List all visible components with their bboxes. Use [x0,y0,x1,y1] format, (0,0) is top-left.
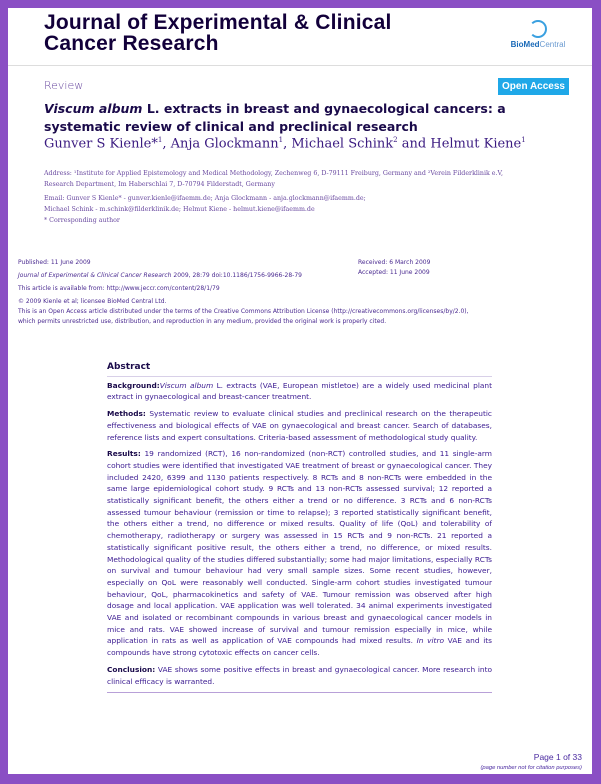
citation-journal: Journal of Experimental & Clinical Cancer Research [18,272,172,279]
page-number: Page 1 of 33 [533,752,582,762]
section-label: Background: [107,380,160,390]
logo-text-bold: BioMed [510,40,540,49]
abstract-divider [107,692,492,693]
journal-title-line2: Cancer Research [44,32,219,55]
italic-term: Viscum album [159,380,214,390]
license-line: which permits unrestricted use, distribution, and reproduction in any medium, provided the original work is properly cited. [18,318,387,325]
copyright: © 2009 Kienle et al; licensee BioMed Central Ltd. [18,298,167,305]
author-affiliation: 2 [393,136,398,144]
author-separator: and [397,136,431,152]
published-date: Published: 11 June 2009 [18,259,91,266]
received-date: Received: 6 March 2009 [358,259,431,266]
author-list [44,136,526,151]
abstract-methods [107,408,492,443]
section-label: Methods: [107,409,146,419]
author-affiliation: 1 [157,136,163,144]
abstract-conclusion [107,664,492,687]
document-page [8,8,592,774]
author-name: Gunver S Kienle* [44,136,158,152]
logo-ring-icon [529,20,547,38]
address-line: Address: ¹Institute for Applied Epistemology and Medical Methodology, Zechenweg 6, D-79111 Freiburg, Germany and ²Verein Filderklinik e.V, [44,170,503,177]
header-divider [8,65,592,66]
biomed-central-logo [488,20,588,49]
logo-text-light: Central [539,40,566,49]
journal-title-line1: Journal of Experimental & Clinical [44,11,392,34]
license-line: This is an Open Access article distributed under the terms of the Creative Commons Attribution License (http://creativecommons.org/licenses/by/2.0), [18,308,469,315]
section-label: Results: [107,449,141,459]
email-line: Email: Gunver S Kienle* - gunver.kienle@ifaemm.de; Anja Glockmann - anja.glockmann@ifaemm.de; [44,195,366,202]
author-name: Helmut Kiene [430,136,522,152]
journal-title [44,12,392,54]
author-affiliation: 1 [278,136,284,144]
received-accepted [358,258,430,278]
author-name: Anja Glockmann [170,136,279,152]
title-rest: L. extracts in breast and gynaecological cancers: a systematic review of clinical and preclinical research [44,101,506,134]
section-text: L. extracts (VAE, European mistletoe) are a widely used medicinal plant extract in gynaecological and breast-cancer treatment. [107,380,492,402]
abstract-section [107,362,492,692]
italic-term: In vitro [416,636,445,646]
section-label: Conclusion: [107,664,156,674]
open-access-badge: Open Access [498,78,569,95]
section-text: VAE shows some positive effects in breast and gynaecological cancer. More research into clinical efficacy is warranted. [107,664,492,686]
address-line: Research Department, Im Haberschlai 7, D-70794 Filderstadt, Germany [44,181,275,188]
email-line: Michael Schink - m.schink@filderklinik.de; Helmut Kiene - helmut.kiene@ifaemm.de [44,206,315,213]
section-text: VAE and its compounds have strong cytotoxic effects on cancer cells. [107,636,493,658]
page-number-note: (page number not for citation purposes) [480,765,582,771]
address-block [44,168,503,190]
author-affiliation: 1 [521,136,526,144]
author-separator: , [162,136,171,152]
abstract-results [107,448,492,659]
accepted-date: Accepted: 11 June 2009 [358,269,430,276]
abstract-heading: Abstract [107,362,492,377]
article-url[interactable]: This article is available from: http://www.jeccr.com/content/28/1/79 [18,285,220,292]
article-type: Review [44,79,84,92]
corresponding-note: * Corresponding author [44,217,120,224]
citation-doi: 2009, 28:79 doi:10.1186/1756-9966-28-79 [171,272,302,279]
author-separator: , [283,136,292,152]
abstract-background [107,380,492,403]
email-block [44,193,366,226]
article-title [44,100,564,136]
section-text: Systematic review to evaluate clinical studies and preclinical research on the therapeutic effectiveness and biological effects of VAE on gynaecological and breast cancer. Search of databases, reference lists and expert consultations. Criteria-based assessment of methodological study quality. [107,409,492,442]
author-name: Michael Schink [291,136,394,152]
title-italic: Viscum album [44,101,143,116]
section-text: 19 randomized (RCT), 16 non-randomized (non-RCT) controlled studies, and 11 single-arm cohort studies were identified that investigated VAE treatment of breast or gynaecological cancer. They included 2420, 6399 and 1130 patients respectively. 8 RCTs and 8 non-RCTs were embedded in the same large epidemiological cohort study. 9 RCTs and 13 non-RCTs assessed survival; 12 reported a statistically significant benefit, the others either a trend or no difference. 3 RCTs and 6 non-RCTs assessed tumour behaviour (remission or time to relapse); 3 reported statistically significant benefit, the others either a trend, no difference or mixed results. Quality of life (QoL) and tolerability of chemotherapy, radiotherapy or surgery was assessed in 15 RCTs and 9 non-RCTs. 21 reported a statistically significant positive result, the others either a trend, no difference, or mixed results. Methodological quality of the studies differed substantially; some had major limitations, especially RCTs on survival and tumour behaviour had very small sample sizes. Some recent studies, however, especially on QoL were reasonably well conducted. Single-arm cohort studies investigated tumour behaviour, QoL, pharmacokinetics and safety of VAE. Tumour remission was observed after high dosage and local application. VAE application was well tolerated. 34 animal experiments investigated VAE and isolated or recombinant compounds in various breast and gynaecological cancer models in mice and rats. VAE showed increase of survival and tumour remission especially in mice, while application in rats as well as application of VAE compounds had mixed results. [107,449,492,646]
